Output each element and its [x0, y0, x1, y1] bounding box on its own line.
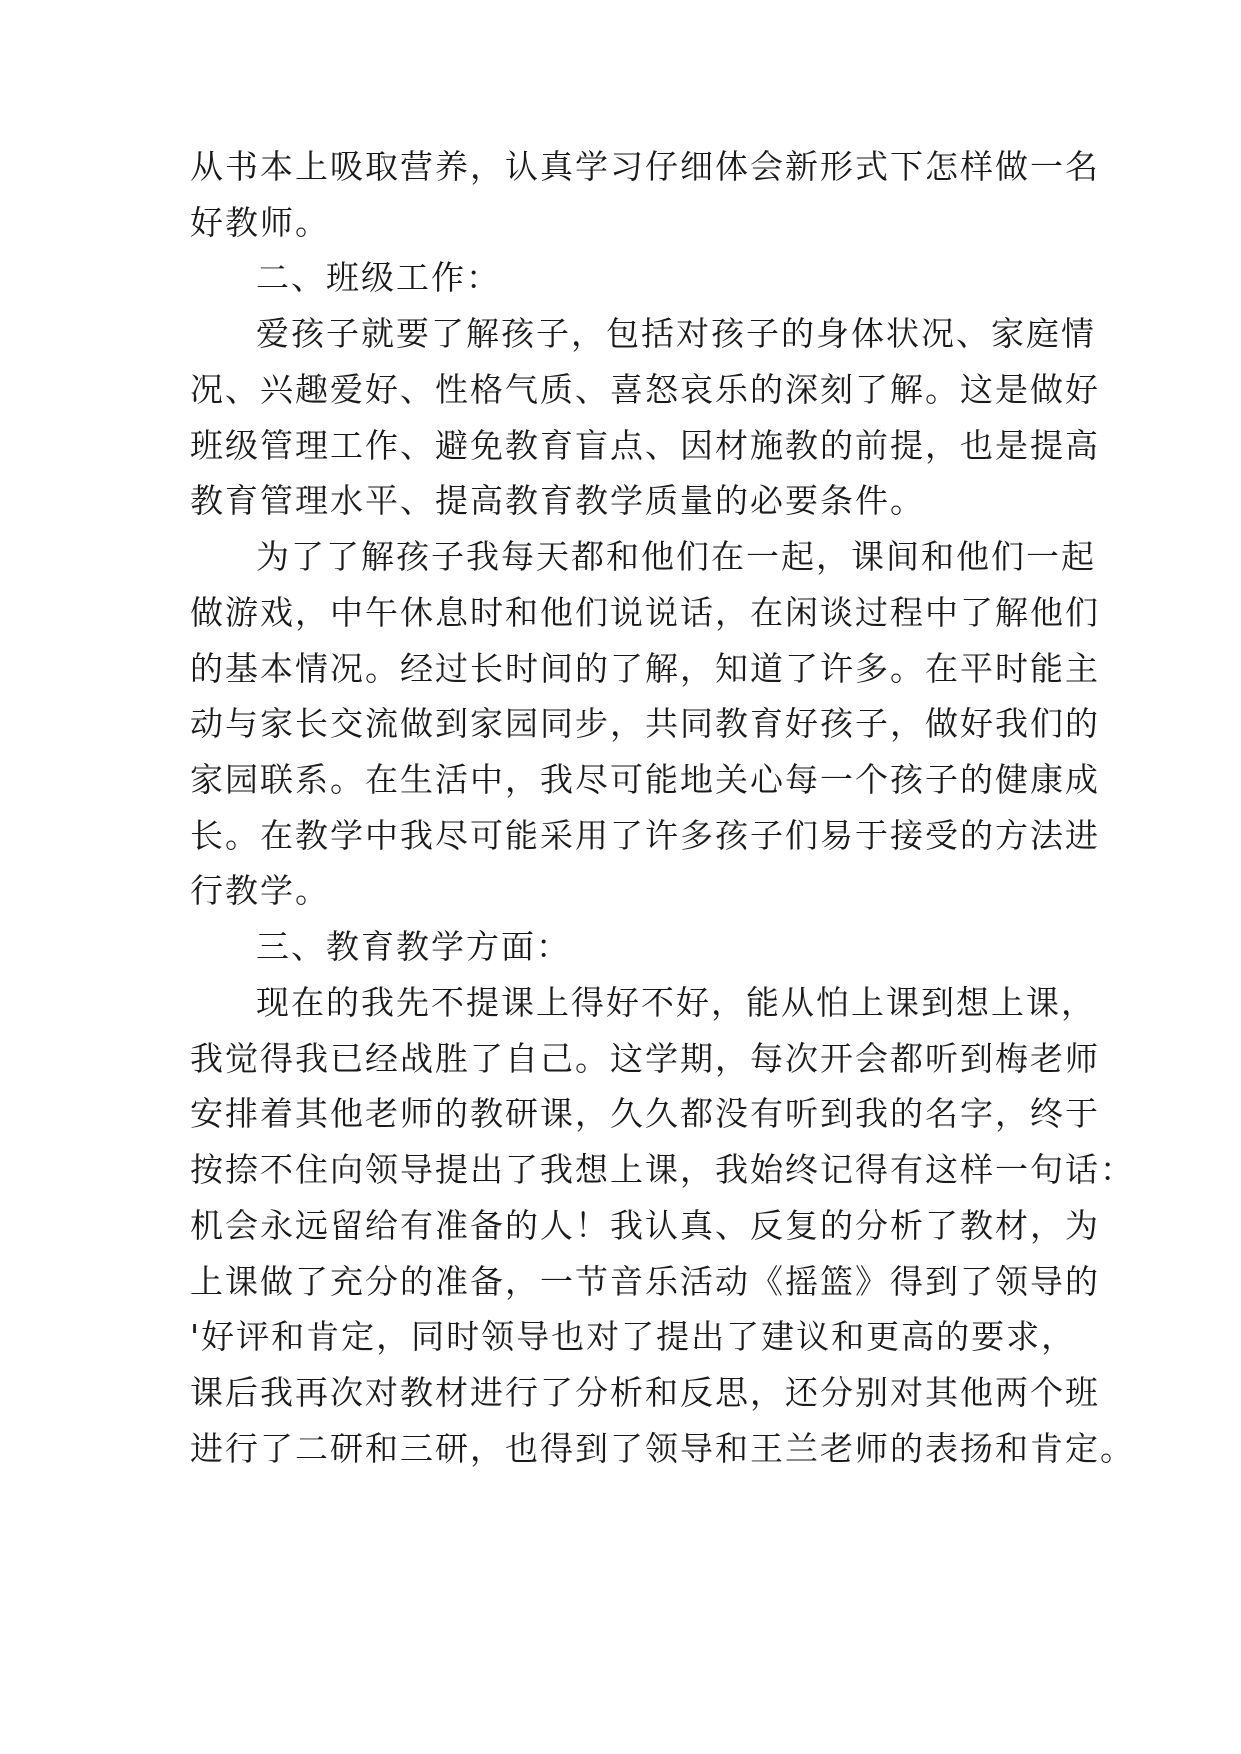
text-line: 安排着其他老师的教研课，久久都没有听到我的名字，终于 [190, 1094, 1100, 1133]
text-line: 长。在教学中我尽可能采用了许多孩子们易于接受的方法进 [190, 816, 1100, 855]
text-line: 为了了解孩子我每天都和他们在一起，课间和他们一起 [256, 537, 1096, 576]
text-line: 家园联系。在生活中，我尽可能地关心每一个孩子的健康成 [190, 760, 1100, 799]
text-line: 做游戏，中午休息时和他们说说话，在闲谈过程中了解他们 [190, 593, 1100, 632]
section-heading: 二、班级工作： [256, 258, 501, 297]
text-line: 爱孩子就要了解孩子，包括对孩子的身体状况、家庭情 [256, 314, 1096, 353]
text-line: 的基本情况。经过长时间的了解，知道了许多。在平时能主 [190, 649, 1100, 688]
text-line: 进行了二研和三研，也得到了领导和王兰老师的表扬和肯定。 [190, 1429, 1135, 1468]
text-line: '好评和肯定，同时领导也对了提出了建议和更高的要求， [190, 1317, 1077, 1356]
text-line: 好教师。 [190, 203, 330, 242]
text-line: 动与家长交流做到家园同步，共同教育好孩子，做好我们的 [190, 704, 1100, 743]
text-line: 机会永远留给有准备的人！我认真、反复的分析了教材，为 [190, 1206, 1100, 1245]
text-line: 从书本上吸取营养，认真学习仔细体会新形式下怎样做一名 [190, 147, 1100, 186]
text-line: 课后我再次对教材进行了分析和反思，还分别对其他两个班 [190, 1373, 1100, 1412]
text-line: 按捺不住向领导提出了我想上课，我始终记得有这样一句话： [190, 1150, 1135, 1189]
text-line: 教育管理水平、提高教育教学质量的必要条件。 [190, 481, 925, 520]
text-line: 我觉得我已经战胜了自己。这学期，每次开会都听到梅老师 [190, 1039, 1100, 1078]
text-line: 上课做了充分的准备，一节音乐活动《摇篮》得到了领导的 [190, 1262, 1100, 1301]
text-line: 现在的我先不提课上得好不好，能从怕上课到想上课， [256, 983, 1096, 1022]
text-line: 行教学。 [190, 871, 330, 910]
section-heading: 三、教育教学方面： [256, 927, 571, 966]
text-line: 况、兴趣爱好、性格气质、喜怒哀乐的深刻了解。这是做好 [190, 370, 1100, 409]
text-line: 班级管理工作、避免教育盲点、因材施教的前提，也是提高 [190, 426, 1100, 465]
